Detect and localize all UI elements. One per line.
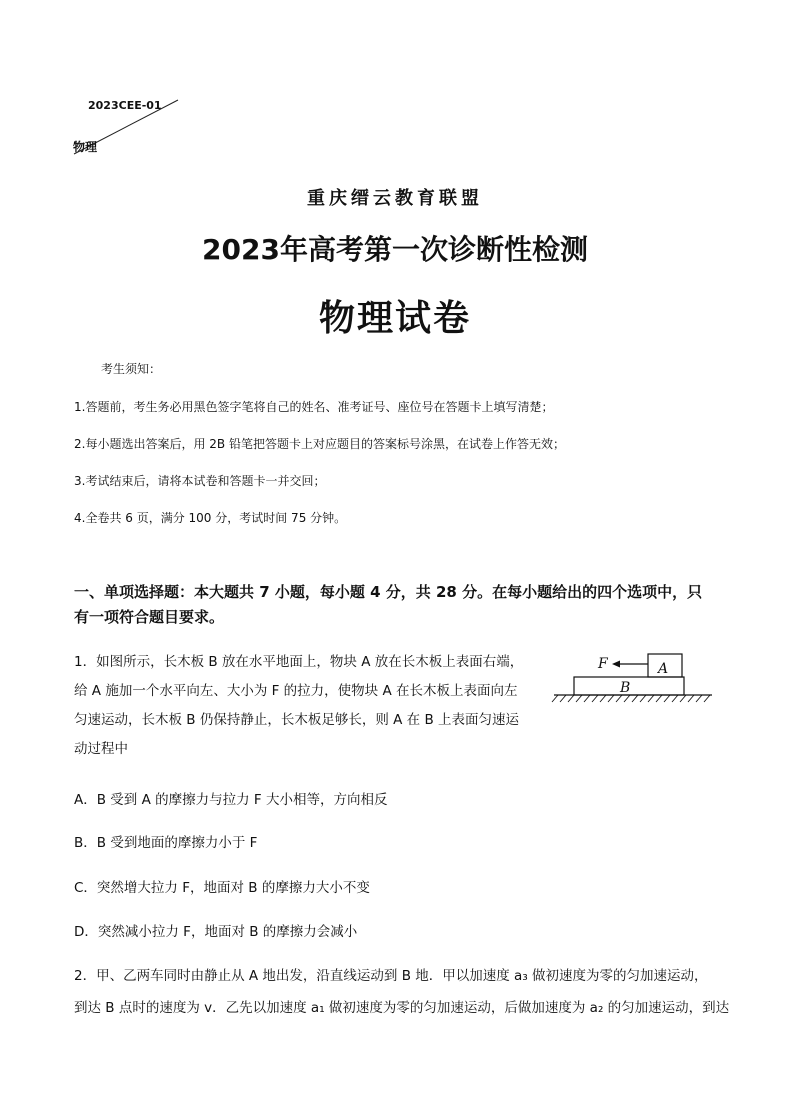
option-b: B．B 受到地面的摩擦力小于 F <box>74 835 258 851</box>
question-2-line: 到达 B 点时的速度为 v．乙先以加速度 a₁ 做初速度为零的匀加速运动，后做加速度为 a₂ 的匀加速运动，到达 <box>74 1000 730 1016</box>
question-1-figure <box>548 648 718 708</box>
ground-hatching <box>552 695 710 702</box>
question-1-line: 1．如图所示，长木板 B 放在水平地面上，物块 A 放在长木板上表面右端， <box>74 654 524 670</box>
question-1-line: 动过程中 <box>74 741 128 757</box>
force-label: F <box>598 656 608 672</box>
question-1-line: 匀速运动，长木板 B 仍保持静止，长木板足够长，则 A 在 B 上表面匀速运 <box>74 712 520 728</box>
notice-item: 2.每小题选出答案后，用 2B 铅笔把答题卡上对应题目的答案标号涂黑，在试卷上作答无效； <box>74 437 565 451</box>
board-b-label: B <box>620 680 631 696</box>
alliance-name: 重庆缙云教育联盟 <box>307 188 483 209</box>
notice-item: 4.全卷共 6 页，满分 100 分，考试时间 75 分钟。 <box>74 511 347 525</box>
exam-code: 2023CEE-01 <box>88 99 162 112</box>
question-1-line: 给 A 施加一个水平向左、大小为 F 的拉力，使物块 A 在长木板上表面向左 <box>74 683 518 699</box>
block-a-label: A <box>658 661 669 677</box>
force-arrow-icon <box>612 661 620 668</box>
section-heading-line1: 一、单项选择题：本大题共 7 小题，每小题 4 分，共 28 分。在每小题给出的四个选项中，只 <box>74 583 703 601</box>
option-a: A．B 受到 A 的摩擦力与拉力 F 大小相等，方向相反 <box>74 792 388 808</box>
section-heading-line2: 有一项符合题目要求。 <box>74 608 225 626</box>
question-2-line: 2．甲、乙两车同时由静止从 A 地出发，沿直线运动到 B 地．甲以加速度 a₃ 做初速度为零的匀加速运动， <box>74 968 708 984</box>
subject-label: 物理 <box>73 140 98 154</box>
paper-title: 物理试卷 <box>318 298 471 339</box>
notice-heading: 考生须知： <box>101 362 162 376</box>
option-d: D．突然减小拉力 F，地面对 B 的摩擦力会减小 <box>74 924 358 940</box>
notice-item: 1.答题前，考生务必用黑色签字笔将自己的姓名、准考证号、座位号在答题卡上填写清楚； <box>74 400 554 414</box>
exam-title: 2023年高考第一次诊断性检测 <box>202 233 588 266</box>
notice-item: 3.考试结束后，请将本试卷和答题卡一并交回； <box>74 474 326 488</box>
option-c: C．突然增大拉力 F，地面对 B 的摩擦力大小不变 <box>74 880 370 896</box>
